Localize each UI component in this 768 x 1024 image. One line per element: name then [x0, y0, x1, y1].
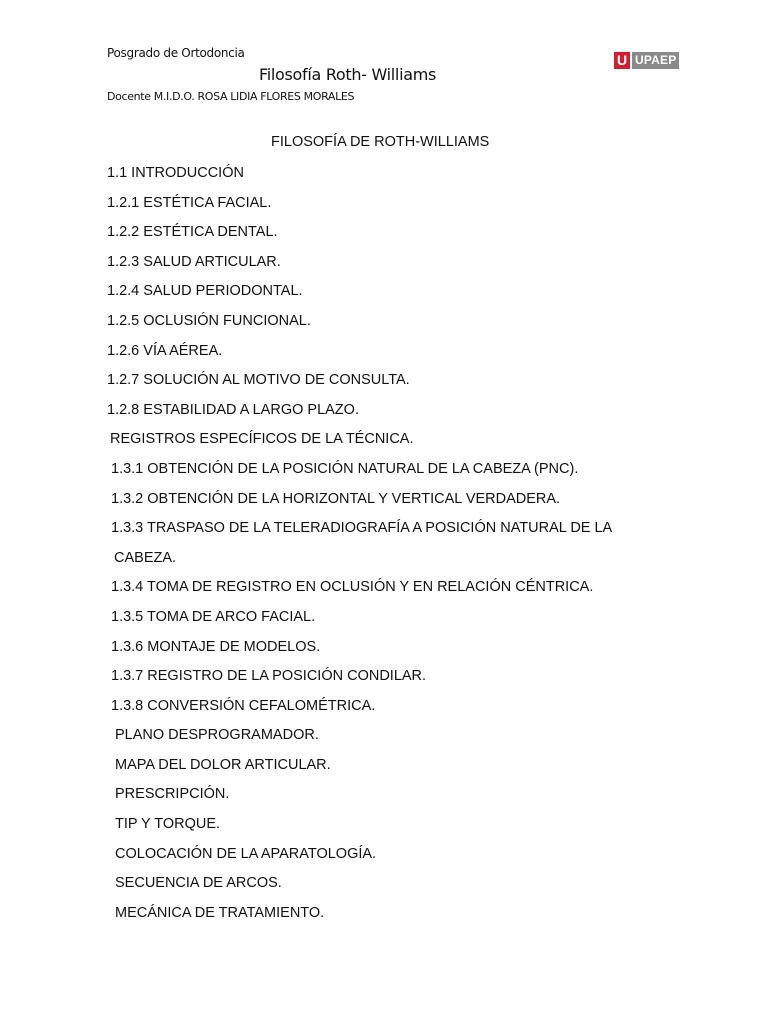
toc-item: 1.3.8 CONVERSIÓN CEFALOMÉTRICA. [111, 697, 376, 714]
upaep-logo [614, 52, 679, 69]
toc-item: 1.2.4 SALUD PERIODONTAL. [107, 283, 303, 300]
table-of-contents [0, 165, 768, 934]
toc-item: 1.3.2 OBTENCIÓN DE LA HORIZONTAL Y VERTICAL VERDADERA. [111, 490, 561, 507]
toc-item: 1.2.7 SOLUCIÓN AL MOTIVO DE CONSULTA. [107, 372, 410, 389]
header-teacher: Docente M.I.D.O. ROSA LIDIA FLORES MORALES [107, 90, 355, 103]
document-title: FILOSOFÍA DE ROTH-WILLIAMS [271, 134, 490, 150]
toc-item: MAPA DEL DOLOR ARTICULAR. [115, 756, 331, 773]
header-program: Posgrado de Ortodoncia [107, 46, 245, 60]
toc-item: 1.3.3 TRASPASO DE LA TELERADIOGRAFÍA A POSICIÓN NATURAL DE LA [111, 520, 613, 537]
toc-item: TIP Y TORQUE. [115, 816, 221, 833]
toc-item: PLANO DESPROGRAMADOR. [115, 727, 319, 744]
toc-item: 1.2.3 SALUD ARTICULAR. [107, 253, 281, 270]
toc-item: 1.2.2 ESTÉTICA DENTAL. [107, 224, 278, 241]
toc-item: 1.3.6 MONTAJE DE MODELOS. [111, 638, 321, 655]
toc-item: COLOCACIÓN DE LA APARATOLOGÍA. [115, 845, 377, 862]
header-title: Filosofía Roth- Williams [259, 65, 437, 84]
toc-item: 1.2.1 ESTÉTICA FACIAL. [107, 194, 272, 211]
toc-item: 1.3.1 OBTENCIÓN DE LA POSICIÓN NATURAL DE LA CABEZA (PNC). [111, 460, 579, 477]
toc-section-heading: REGISTROS ESPECÍFICOS DE LA TÉCNICA. [110, 431, 414, 448]
toc-item: 1.3.7 REGISTRO DE LA POSICIÓN CONDILAR. [111, 668, 427, 685]
logo-name: UPAEP [632, 52, 679, 69]
toc-item-continuation: CABEZA. [114, 549, 177, 566]
toc-item: 1.3.5 TOMA DE ARCO FACIAL. [111, 608, 316, 625]
toc-item: SECUENCIA DE ARCOS. [115, 875, 282, 892]
toc-item: 1.2.6 VÍA AÉREA. [107, 342, 223, 359]
toc-item: MECÁNICA DE TRATAMIENTO. [115, 904, 325, 921]
logo-mark: U [614, 52, 630, 69]
toc-item: PRESCRIPCIÓN. [115, 786, 230, 803]
toc-item: 1.3.4 TOMA DE REGISTRO EN OCLUSIÓN Y EN RELACIÓN CÉNTRICA. [111, 579, 594, 596]
toc-item: 1.2.8 ESTABILIDAD A LARGO PLAZO. [107, 401, 359, 418]
toc-item: 1.1 INTRODUCCIÓN [107, 165, 244, 181]
toc-item: 1.2.5 OCLUSIÓN FUNCIONAL. [107, 312, 311, 329]
